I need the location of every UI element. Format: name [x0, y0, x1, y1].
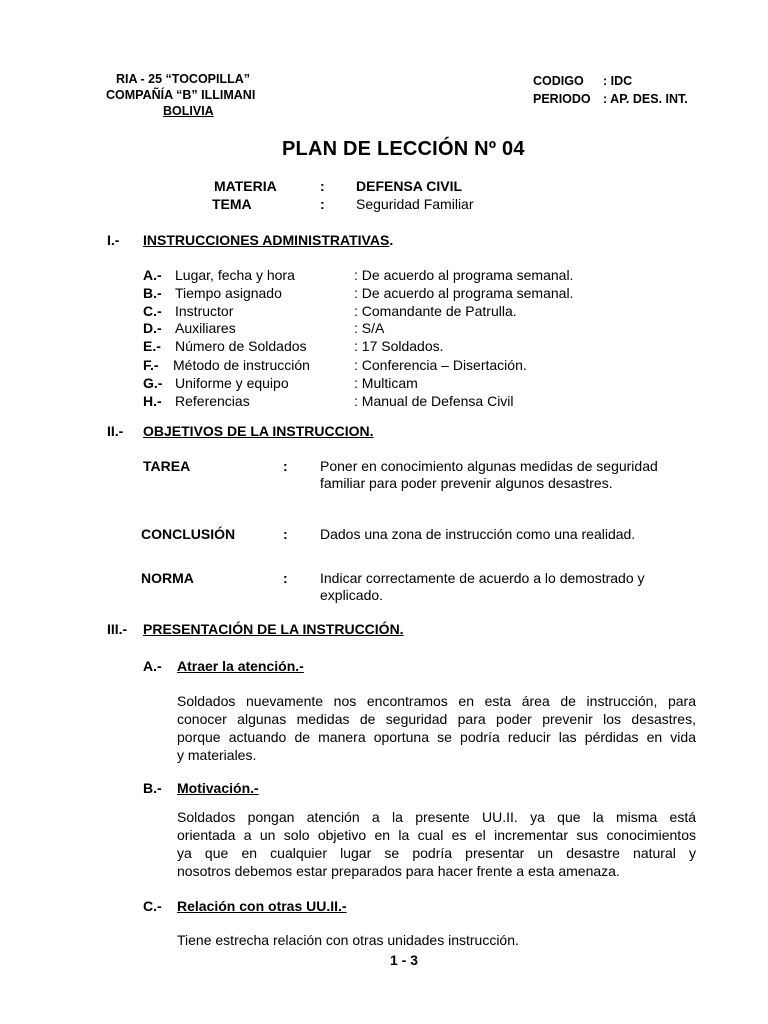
- section2-title: OBJETIVOS DE LA INSTRUCCION.: [143, 423, 374, 439]
- paragraph-line: y materiales.: [177, 747, 257, 763]
- admin-item-label: Número de Soldados: [175, 338, 307, 354]
- admin-item-value: : De acuerdo al programa semanal.: [354, 285, 574, 301]
- tarea-line: Poner en conocimiento algunas medidas de seguridad: [320, 458, 658, 474]
- materia-colon: :: [320, 178, 325, 194]
- subsection-c-title: Relación con otras UU.II.-: [177, 898, 347, 914]
- header-periodo-label: PERIODO: [533, 92, 591, 106]
- admin-item-label: Uniforme y equipo: [175, 375, 289, 391]
- subsection-b-title: Motivación.-: [177, 780, 259, 796]
- admin-item-label: Auxiliares: [175, 320, 236, 336]
- tarea-text: [320, 458, 658, 492]
- tarea-label: TAREA: [143, 458, 191, 474]
- paragraph-line: conocer algunas medidas de seguridad para poder prevenir los desastres,: [177, 711, 696, 727]
- paragraph-line: nosotros debemos estar preparados para hacer frente a esta amenaza.: [177, 863, 620, 879]
- admin-item-label: Referencias: [175, 393, 250, 409]
- norma-line: Indicar correctamente de acuerdo a lo demostrado y: [320, 570, 645, 586]
- norma-line: explicado.: [320, 587, 384, 603]
- page-title: PLAN DE LECCIÓN Nº 04: [282, 138, 525, 160]
- tarea-line: familiar para poder prevenir algunos desastres.: [320, 475, 613, 491]
- section3-number: III.-: [107, 621, 128, 637]
- section3-title: PRESENTACIÓN DE LA INSTRUCCIÓN.: [143, 621, 404, 637]
- subsection-b-paragraph: [177, 808, 696, 880]
- admin-item-label: Tiempo asignado: [175, 285, 282, 301]
- header-codigo-value: : IDC: [603, 74, 633, 88]
- admin-item-letter: C.-: [143, 303, 162, 319]
- subsection-b-letter: B.-: [143, 780, 162, 796]
- admin-item-value: : S/A: [354, 320, 385, 336]
- admin-item-value: : Multicam: [354, 375, 418, 391]
- admin-item-letter: E.-: [143, 338, 161, 354]
- admin-item-letter: B.-: [143, 285, 162, 301]
- section1-title: [143, 232, 393, 248]
- tema-colon: :: [320, 196, 325, 212]
- admin-item-label: Método de instrucción: [173, 357, 310, 373]
- header-periodo-value: : AP. DES. INT.: [603, 92, 688, 106]
- tema-value: Seguridad Familiar: [356, 196, 474, 212]
- header-company: COMPAÑÍA “B” ILLIMANI: [106, 88, 256, 102]
- admin-item-value: : De acuerdo al programa semanal.: [354, 267, 574, 283]
- admin-item-letter: F.-: [143, 357, 159, 373]
- subsection-a-letter: A.-: [143, 658, 162, 674]
- paragraph-line: ya que en cualquier lugar se podría presentar un desastre natural y: [177, 845, 696, 861]
- subsection-a-paragraph: [177, 692, 696, 764]
- admin-item-label: Instructor: [175, 303, 234, 319]
- tarea-colon: :: [283, 458, 288, 474]
- subsection-c-text: Tiene estrecha relación con otras unidades instrucción.: [177, 932, 519, 948]
- admin-item-value: : Manual de Defensa Civil: [354, 393, 514, 409]
- paragraph-line: orientada a un solo objetivo en la cual es el incrementar sus conocimientos: [177, 827, 696, 843]
- conclusion-label: CONCLUSIÓN: [141, 526, 236, 542]
- admin-item-letter: D.-: [143, 320, 162, 336]
- page-number: 1 - 3: [390, 952, 419, 968]
- norma-text: [320, 570, 645, 604]
- admin-item-letter: H.-: [143, 393, 162, 409]
- subsection-a-title: Atraer la atención.-: [177, 658, 304, 674]
- header-unit: RIA - 25 “TOCOPILLA”: [116, 72, 251, 86]
- section2-number: II.-: [107, 423, 124, 439]
- admin-item-letter: G.-: [143, 375, 163, 391]
- conclusion-text: Dados una zona de instrucción como una realidad.: [320, 526, 636, 542]
- materia-value: DEFENSA CIVIL: [356, 178, 463, 194]
- header-country: BOLIVIA: [163, 104, 214, 118]
- header-codigo-label: CODIGO: [533, 74, 584, 88]
- paragraph-line: porque actuando de manera oportuna se podría reducir las pérdidas en vida: [177, 729, 696, 745]
- section1-title-text: INSTRUCCIONES ADMINISTRATIVAS: [143, 232, 390, 248]
- norma-colon: :: [283, 570, 288, 586]
- admin-item-letter: A.-: [143, 267, 162, 283]
- materia-label: MATERIA: [214, 178, 277, 194]
- admin-item-value: : Comandante de Patrulla.: [354, 303, 517, 319]
- norma-label: NORMA: [141, 570, 194, 586]
- tema-label: TEMA: [212, 196, 252, 212]
- conclusion-colon: :: [283, 526, 288, 542]
- paragraph-line: Soldados pongan atención a la presente UU.II. ya que la misma está: [177, 809, 696, 825]
- admin-item-value: : Conferencia – Disertación.: [354, 357, 527, 373]
- section1-title-dot: .: [389, 232, 394, 248]
- paragraph-line: Soldados nuevamente nos encontramos en esta área de instrucción, para: [177, 693, 696, 709]
- subsection-c-letter: C.-: [143, 898, 162, 914]
- admin-item-label: Lugar, fecha y hora: [175, 267, 295, 283]
- admin-item-value: : 17 Soldados.: [354, 338, 444, 354]
- section1-number: I.-: [107, 232, 120, 248]
